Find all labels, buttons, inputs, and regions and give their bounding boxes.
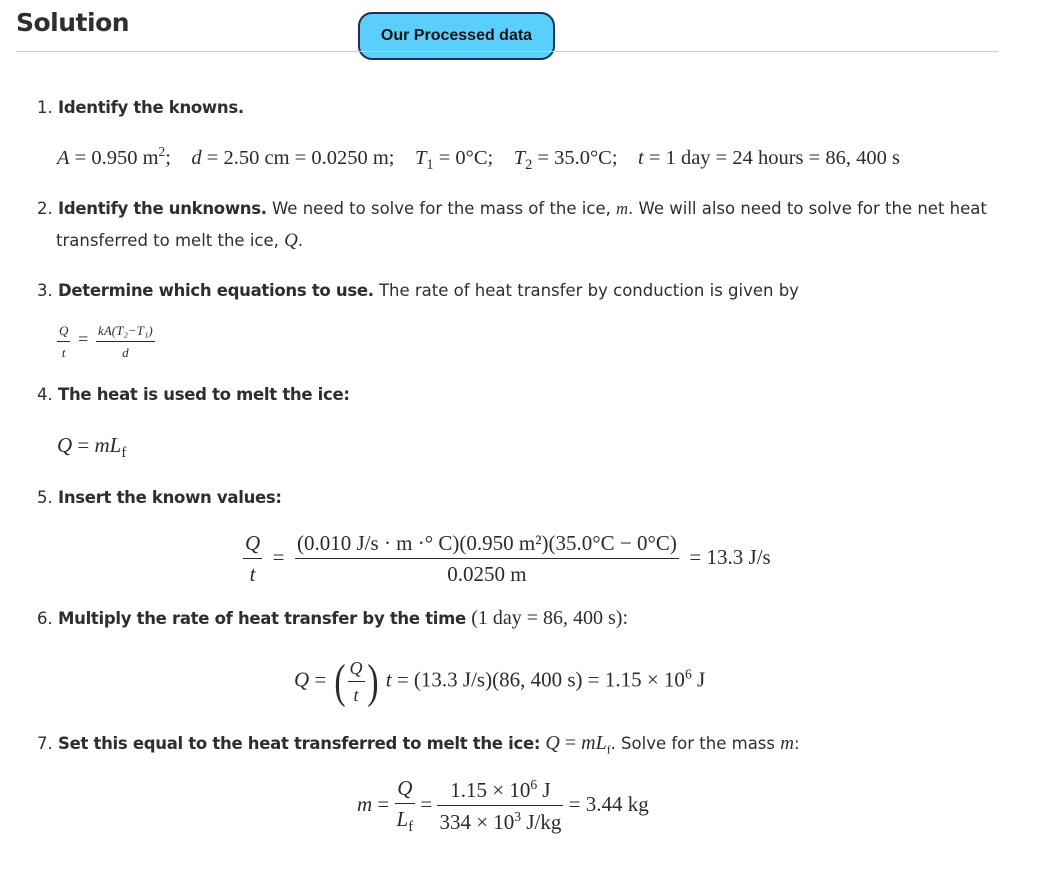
melt-equation: $Q = mL_f$ <box>57 433 127 462</box>
step-6-title: Multiply the rate of heat transfer by the time <box>58 609 466 628</box>
knowns-equation: A = 0.950 $m^2$; d = 2.50 cm = 0.0250 m; $T_1 = 0^\circ C$; $T_2 = 35.0^\circ C$; t = 1 day = 24 hours = 86, 400 s <box>57 144 900 173</box>
step-7: 7. Set this equal to the heat transferred to melt the ice: $Q = mL_f$. Solve for the mass m: <box>37 732 800 757</box>
solution-heading: Solution <box>16 8 130 37</box>
processed-data-button[interactable]: Our Processed data <box>358 12 555 60</box>
step-2-continuation: transferred to melt the ice, Q. <box>56 230 304 251</box>
step-5-title: Insert the known values: <box>58 488 282 507</box>
step-2: 2. Identify the unknowns. We need to solve for the mass of the ice, m. We will also need to solve for the net heat <box>37 199 987 218</box>
step-5: 5. Insert the known values: <box>37 488 282 507</box>
rate-calculation: $\frac{Q}{t}$ = $\frac{\text{(0.010 J/s · m ·° C)(0.950 m²)(35.0°C − 0°C)}}{0.0250 m}$ = 13.3 J/s <box>245 531 771 586</box>
conduction-equation: $\frac{Q}{t}$ = $\frac{\text{kA(T₂−T₁)}}{d}$ <box>59 323 153 360</box>
step-4-title: The heat is used to melt the ice: <box>58 385 350 404</box>
heading-divider <box>16 51 998 52</box>
mass-calculation: m = $\frac{Q}{L_f}$ = $\frac{1.15 \times 10^6 J}{334 \times 10^3 J/kg}$ = 3.44 kg <box>357 776 649 836</box>
step-3-title: Determine which equations to use. <box>58 281 374 300</box>
step-1-number: 1. <box>37 98 53 117</box>
step-7-title: Set this equal to the heat transferred to melt the ice: <box>58 734 541 753</box>
step-3: 3. Determine which equations to use. The rate of heat transfer by conduction is given by <box>37 281 799 300</box>
step-6: 6. Multiply the rate of heat transfer by the time (1 day = 86, 400 s): <box>37 607 629 629</box>
step-1-title: Identify the knowns. <box>58 98 244 117</box>
step-4: 4. The heat is used to melt the ice: <box>37 385 350 404</box>
step-2-title: Identify the unknowns. <box>58 199 267 218</box>
step-1 <box>37 92 244 123</box>
heat-calculation: Q = ( $\frac{Q}{t}$ ) t = (13.3 J/s)(86, 400 $s) = 1.15 \times 10^6$ J <box>294 655 706 708</box>
